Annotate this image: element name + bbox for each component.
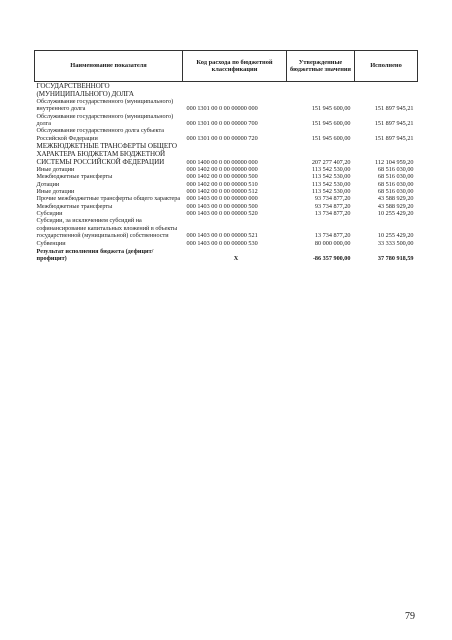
cell-executed: 33 333 500,00	[377, 239, 414, 247]
cell-executed: 151 897 945,21	[374, 105, 414, 113]
table-row	[35, 173, 418, 180]
cell-name: Иные дотации	[36, 188, 75, 196]
document-sheet	[34, 50, 417, 263]
cell-executed: 151 897 945,21	[374, 120, 414, 128]
budget-execution-table	[34, 50, 418, 263]
cell-executed: 68 516 030,00	[377, 173, 414, 181]
cell-executed: 10 255 429,20	[377, 210, 414, 218]
cell-approved: 151 945 600,00	[311, 134, 351, 142]
result-approved: -86 357 900,00	[312, 255, 351, 263]
table-row	[35, 217, 418, 239]
cell-name: Межбюджетные трансферты	[36, 173, 113, 181]
cell-name: Обслуживание государственного долга субъекта Российской Федерации	[36, 127, 165, 142]
cell-code: 000 1301 00 0 00 00000 700	[186, 120, 258, 128]
cell-code: 000 1301 00 0 00 00000 720	[186, 134, 258, 142]
table-row	[35, 203, 418, 210]
cell-approved: 93 734 877,20	[314, 195, 351, 203]
cell-code: 000 1402 00 0 00 00000 000	[186, 166, 258, 174]
table-row	[35, 195, 418, 202]
cell-approved: 13 734 877,20	[314, 232, 351, 240]
table-header-row	[35, 51, 418, 82]
result-row	[35, 247, 418, 263]
header-code: Код расхода по бюджетной классификации	[183, 51, 287, 82]
cell-name: МЕЖБЮДЖЕТНЫЕ ТРАНСФЕРТЫ ОБЩЕГО ХАРАКТЕРА БЮДЖЕТАМ БЮДЖЕТНОЙ СИСТЕМЫ РОССИЙСКОЙ ФЕДЕРАЦИИ	[36, 142, 177, 167]
cell-code: 000 1402 00 0 00 00000 512	[186, 188, 258, 196]
cell-code: 000 1403 00 0 00 00000 530	[186, 239, 258, 247]
header-approved: Утвержденные бюджетные значения	[287, 51, 355, 82]
cell-executed	[355, 82, 418, 99]
cell-approved: 151 945 600,00	[311, 105, 351, 113]
cell-code: 000 1301 00 0 00 00000 000	[186, 105, 258, 113]
cell-executed: 43 588 929,20	[377, 202, 414, 210]
cell-code: 000 1403 00 0 00 00000 521	[186, 232, 258, 240]
cell-approved: 113 542 530,00	[312, 188, 351, 196]
table-row	[35, 166, 418, 173]
cell-approved: 113 542 530,00	[312, 180, 351, 188]
cell-approved: 93 734 877,20	[314, 202, 351, 210]
table-row	[35, 82, 418, 99]
cell-approved	[287, 82, 355, 99]
cell-executed: 68 516 030,00	[377, 188, 414, 196]
table-row	[35, 181, 418, 188]
table-row	[35, 188, 418, 195]
cell-executed: 68 516 030,00	[377, 180, 414, 188]
cell-code: 000 1403 00 0 00 00000 520	[186, 210, 258, 218]
cell-code: 000 1400 00 0 00 00000 000	[186, 158, 258, 166]
cell-code: 000 1402 00 0 00 00000 510	[186, 180, 258, 188]
table-row	[35, 127, 418, 142]
table-row	[35, 98, 418, 113]
cell-approved: 13 734 877,20	[314, 210, 351, 218]
cell-name: Межбюджетные трансферты	[36, 202, 113, 210]
cell-name: Дотации	[36, 180, 60, 188]
cell-executed: 43 588 929,20	[377, 195, 414, 203]
cell-code: 000 1403 00 0 00 00000 500	[186, 202, 258, 210]
header-name: Наименование показателя	[35, 51, 183, 82]
cell-approved: 113 542 530,00	[312, 173, 351, 181]
cell-name: ГОСУДАРСТВЕННОГО (МУНИЦИПАЛЬНОГО) ДОЛГА	[36, 82, 134, 98]
cell-executed: 112 104 959,20	[375, 158, 414, 166]
cell-code: 000 1403 00 0 00 00000 000	[186, 195, 258, 203]
result-executed: 37 780 918,59	[377, 255, 414, 263]
cell-code	[183, 82, 287, 99]
cell-approved: 80 000 000,00	[314, 239, 351, 247]
cell-name: Субвенции	[36, 239, 66, 247]
table-row	[35, 142, 418, 166]
cell-approved: 113 542 530,00	[312, 166, 351, 174]
result-name: Результат исполнения бюджета (дефицит/профицит)	[36, 247, 154, 263]
cell-name: Обслуживание государственного (муниципального) внутреннего долга	[36, 98, 174, 113]
cell-executed: 10 255 429,20	[377, 232, 414, 240]
cell-name: Иные дотации	[36, 166, 75, 174]
cell-executed: 68 516 030,00	[377, 166, 414, 174]
result-code: Х	[233, 255, 239, 263]
cell-name: Субсидии, за исключением субсидий на софинансирование капитальных вложений в объекты государственной (муниципальной) собственности	[36, 217, 178, 240]
cell-name: Субсидии	[36, 210, 63, 218]
cell-name: Обслуживание государственного (муниципального) долга	[36, 112, 174, 128]
table-row	[35, 210, 418, 217]
cell-executed: 151 897 945,21	[374, 134, 414, 142]
cell-approved: 207 277 407,20	[311, 158, 351, 166]
cell-approved: 151 945 600,00	[311, 120, 351, 128]
header-executed: Исполнено	[355, 51, 418, 82]
page-number: 79	[405, 611, 415, 622]
cell-name: Прочие межбюджетные трансферты общего характера	[36, 195, 181, 203]
table-row	[35, 113, 418, 128]
cell-code: 000 1402 00 0 00 00000 500	[186, 173, 258, 181]
table-row	[35, 240, 418, 247]
